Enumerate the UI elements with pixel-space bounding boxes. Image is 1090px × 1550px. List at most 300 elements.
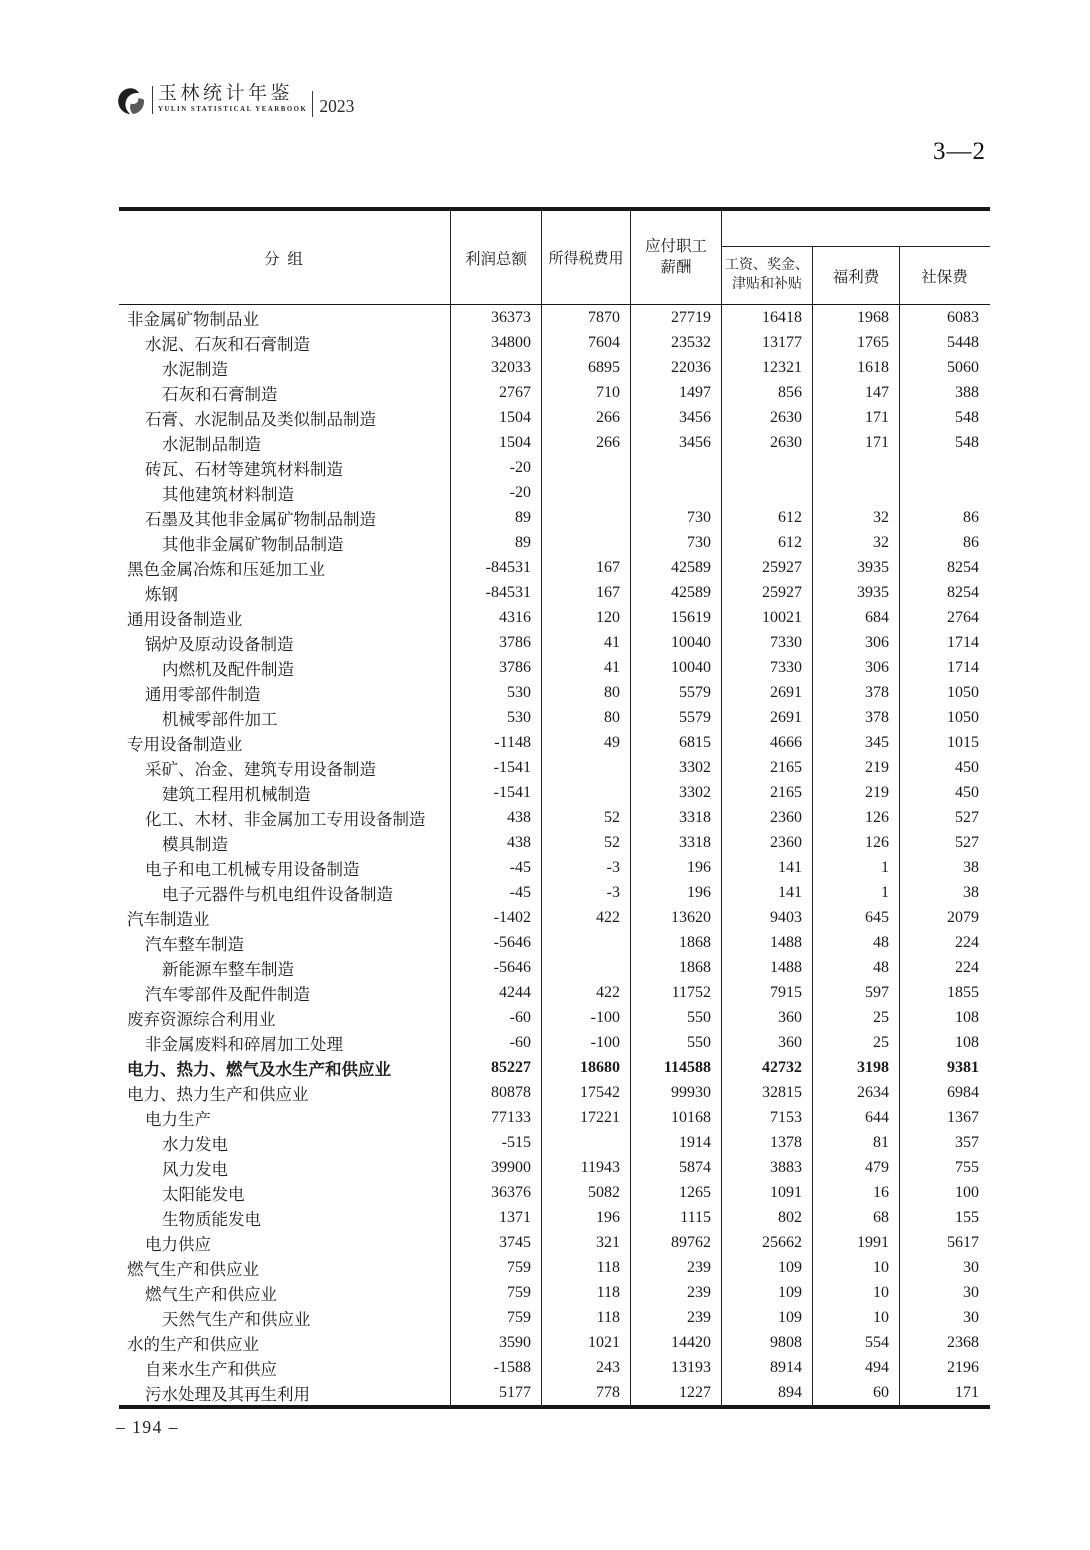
- row-value: 266: [542, 430, 631, 455]
- row-value: -5646: [451, 930, 542, 955]
- row-value: 5579: [631, 680, 722, 705]
- table-row: [119, 1080, 990, 1105]
- row-value: [631, 455, 722, 480]
- table-row: [119, 1155, 990, 1180]
- row-value: 2368: [947, 1333, 979, 1351]
- row-value: 36376: [451, 1180, 542, 1205]
- table-row: [119, 430, 990, 455]
- row-value: 171: [813, 405, 900, 430]
- row-value: 422: [542, 905, 631, 930]
- row-value: -20: [451, 480, 542, 505]
- row-value: 5177: [451, 1380, 542, 1405]
- row-value: 2691: [722, 680, 813, 705]
- row-label: 电子和电工机械专用设备制造: [119, 855, 451, 880]
- row-value: [900, 480, 989, 505]
- table-row: [119, 1105, 990, 1130]
- row-value: 8254: [947, 583, 979, 601]
- row-value: 80: [542, 680, 631, 705]
- row-value: 77133: [451, 1105, 542, 1130]
- row-value: 114588: [631, 1055, 722, 1080]
- row-value: 42589: [631, 555, 722, 580]
- row-value: -100: [542, 1005, 631, 1030]
- row-value: 49: [542, 730, 631, 755]
- row-label: 电力、热力、燃气及水生产和供应业: [119, 1055, 451, 1080]
- row-label: 汽车制造业: [119, 905, 451, 930]
- row-value: 759: [451, 1280, 542, 1305]
- row-value: -515: [451, 1130, 542, 1155]
- row-value: 14420: [631, 1330, 722, 1355]
- row-value: 25: [813, 1030, 900, 1055]
- row-value: 60: [813, 1380, 900, 1405]
- table-row: [119, 905, 990, 930]
- row-value: 1: [813, 880, 900, 905]
- row-value: 2079: [947, 908, 979, 926]
- row-label: 黑色金属冶炼和压延加工业: [119, 555, 451, 580]
- row-value: 11752: [631, 980, 722, 1005]
- table-row: [119, 1305, 990, 1330]
- table-row: [119, 655, 990, 680]
- row-value: [542, 505, 631, 530]
- row-value: 360: [722, 1030, 813, 1055]
- row-value: 2360: [722, 805, 813, 830]
- row-value: 3302: [631, 755, 722, 780]
- row-value: [813, 480, 900, 505]
- table-row: [119, 1180, 990, 1205]
- row-value: 10: [813, 1280, 900, 1305]
- row-value: 126: [813, 805, 900, 830]
- row-value: 8254: [947, 558, 979, 576]
- row-value: 554: [813, 1330, 900, 1355]
- row-value: 530: [451, 680, 542, 705]
- row-label: 污水处理及其再生利用: [119, 1380, 451, 1405]
- row-value: 7915: [722, 980, 813, 1005]
- row-value: 3456: [631, 405, 722, 430]
- table-row: [119, 755, 990, 780]
- row-value: 5874: [631, 1155, 722, 1180]
- row-label: 化工、木材、非金属加工专用设备制造: [119, 805, 451, 830]
- row-value: 86: [963, 533, 979, 551]
- row-value: 1021: [542, 1330, 631, 1355]
- row-value: 118: [542, 1305, 631, 1330]
- row-value: 196: [631, 855, 722, 880]
- column-header-social-security: 社保费: [921, 268, 968, 286]
- row-value: 422: [542, 980, 631, 1005]
- row-value: 306: [813, 630, 900, 655]
- brand-title-cn: 玉林统计年鉴: [158, 83, 294, 104]
- row-label: 石膏、水泥制品及类似制品制造: [119, 405, 451, 430]
- row-value: 1991: [813, 1230, 900, 1255]
- row-value: 8914: [722, 1355, 813, 1380]
- table-row: [119, 780, 990, 805]
- row-value: 16418: [722, 305, 813, 330]
- row-value: 27719: [631, 305, 722, 330]
- row-value: 7330: [722, 630, 813, 655]
- row-value: 171: [955, 1383, 979, 1401]
- brand-header: [114, 84, 354, 117]
- row-value: 357: [955, 1133, 979, 1151]
- row-label: 燃气生产和供应业: [119, 1255, 451, 1280]
- row-value: 1050: [947, 708, 979, 726]
- row-label: 水力发电: [119, 1130, 451, 1155]
- row-value: 684: [813, 605, 900, 630]
- row-value: 80878: [451, 1080, 542, 1105]
- row-value: 109: [722, 1280, 813, 1305]
- row-value: -45: [451, 880, 542, 905]
- row-label: 风力发电: [119, 1155, 451, 1180]
- row-value: 3318: [631, 805, 722, 830]
- row-value: 41: [542, 630, 631, 655]
- row-value: 527: [955, 833, 979, 851]
- row-value: [542, 530, 631, 555]
- row-value: 42589: [631, 580, 722, 605]
- row-value: 23532: [631, 330, 722, 355]
- row-value: 612: [722, 530, 813, 555]
- table-row: [119, 955, 990, 980]
- row-value: 1714: [947, 658, 979, 676]
- row-value: 730: [631, 530, 722, 555]
- row-value: 239: [631, 1280, 722, 1305]
- row-value: 7604: [542, 330, 631, 355]
- row-value: 438: [451, 805, 542, 830]
- row-value: [542, 955, 631, 980]
- table-row: [119, 730, 990, 755]
- row-label: 水泥制品制造: [119, 430, 451, 455]
- row-value: 2360: [722, 830, 813, 855]
- row-label: 自来水生产和供应: [119, 1355, 451, 1380]
- row-value: [813, 455, 900, 480]
- table-row: [119, 580, 990, 605]
- table-row: [119, 1255, 990, 1280]
- table-row: [119, 480, 990, 505]
- row-value: 530: [451, 705, 542, 730]
- row-value: -45: [451, 855, 542, 880]
- row-value: 16: [813, 1180, 900, 1205]
- row-value: 32033: [451, 355, 542, 380]
- row-label: 石墨及其他非金属矿物制品制造: [119, 505, 451, 530]
- row-value: 3590: [451, 1330, 542, 1355]
- page-number: – 194 –: [116, 1417, 179, 1437]
- table-section-number: 3—2: [933, 138, 986, 165]
- table-row: [119, 980, 990, 1005]
- row-value: 759: [451, 1255, 542, 1280]
- row-value: 10168: [631, 1105, 722, 1130]
- row-value: 52: [542, 830, 631, 855]
- row-value: 3935: [813, 555, 900, 580]
- row-value: 34800: [451, 330, 542, 355]
- row-value: 3198: [813, 1055, 900, 1080]
- row-value: 147: [813, 380, 900, 405]
- row-value: -60: [451, 1030, 542, 1055]
- row-value: 141: [722, 880, 813, 905]
- row-value: 25927: [722, 555, 813, 580]
- row-value: [542, 455, 631, 480]
- row-value: 1115: [631, 1205, 722, 1230]
- row-label: 模具制造: [119, 830, 451, 855]
- table-row: [119, 1055, 990, 1080]
- row-value: 3745: [451, 1230, 542, 1255]
- row-label: 非金属废料和碎屑加工处理: [119, 1030, 451, 1055]
- row-value: 100: [955, 1183, 979, 1201]
- row-value: 196: [631, 880, 722, 905]
- row-value: 3883: [722, 1155, 813, 1180]
- row-label: 专用设备制造业: [119, 730, 451, 755]
- row-value: 550: [631, 1030, 722, 1055]
- row-value: 11943: [542, 1155, 631, 1180]
- row-value: 32815: [722, 1080, 813, 1105]
- row-value: 7870: [542, 305, 631, 330]
- row-label: 电子元器件与机电组件设备制造: [119, 880, 451, 905]
- row-value: 126: [813, 830, 900, 855]
- row-label: 天然气生产和供应业: [119, 1305, 451, 1330]
- table-row: [119, 705, 990, 730]
- row-value: 1855: [947, 983, 979, 1001]
- row-label: 其他建筑材料制造: [119, 480, 451, 505]
- row-value: 1227: [631, 1380, 722, 1405]
- row-value: 6083: [947, 308, 979, 326]
- row-value: 196: [542, 1205, 631, 1230]
- row-value: 224: [955, 933, 979, 951]
- row-value: 85227: [451, 1055, 542, 1080]
- row-value: [631, 480, 722, 505]
- row-value: 1265: [631, 1180, 722, 1205]
- row-value: 13620: [631, 905, 722, 930]
- row-value: 778: [542, 1380, 631, 1405]
- row-value: 9808: [722, 1330, 813, 1355]
- row-value: 3302: [631, 780, 722, 805]
- table-row: [119, 305, 990, 330]
- row-value: 2630: [722, 430, 813, 455]
- row-label: 建筑工程用机械制造: [119, 780, 451, 805]
- row-value: 109: [722, 1305, 813, 1330]
- row-value: 494: [813, 1355, 900, 1380]
- row-value: 1868: [631, 955, 722, 980]
- row-value: 7330: [722, 655, 813, 680]
- table-row: [119, 1355, 990, 1380]
- row-label: 燃气生产和供应业: [119, 1280, 451, 1305]
- row-value: 22036: [631, 355, 722, 380]
- table-row: [119, 1205, 990, 1230]
- row-value: 548: [955, 408, 979, 426]
- row-value: 32: [813, 530, 900, 555]
- row-value: 856: [722, 380, 813, 405]
- row-label: 通用设备制造业: [119, 605, 451, 630]
- row-value: 266: [542, 405, 631, 430]
- row-label: 太阳能发电: [119, 1180, 451, 1205]
- row-value: 4316: [451, 605, 542, 630]
- row-value: 5579: [631, 705, 722, 730]
- row-value: -3: [542, 880, 631, 905]
- row-value: 118: [542, 1255, 631, 1280]
- row-value: [542, 480, 631, 505]
- row-value: 3786: [451, 630, 542, 655]
- row-value: 18680: [542, 1055, 631, 1080]
- row-value: 1015: [947, 733, 979, 751]
- table-row: [119, 380, 990, 405]
- table-row: [119, 1130, 990, 1155]
- row-value: 36373: [451, 305, 542, 330]
- row-value: 2634: [813, 1080, 900, 1105]
- row-value: 5617: [947, 1233, 979, 1251]
- row-label: 汽车零部件及配件制造: [119, 980, 451, 1005]
- row-value: 2767: [451, 380, 542, 405]
- row-label: 废弃资源综合利用业: [119, 1005, 451, 1030]
- row-label: 电力、热力生产和供应业: [119, 1080, 451, 1105]
- row-value: 360: [722, 1005, 813, 1030]
- row-label: 锅炉及原动设备制造: [119, 630, 451, 655]
- row-value: 10040: [631, 630, 722, 655]
- row-value: 108: [955, 1033, 979, 1051]
- row-value: 755: [955, 1158, 979, 1176]
- row-label: 水泥制造: [119, 355, 451, 380]
- row-value: 81: [813, 1130, 900, 1155]
- table-row: [119, 505, 990, 530]
- row-value: 479: [813, 1155, 900, 1180]
- table-row: [119, 455, 990, 480]
- row-value: -84531: [451, 580, 542, 605]
- column-header-wages: [722, 247, 813, 304]
- table-row: [119, 530, 990, 555]
- table-row: [119, 1280, 990, 1305]
- row-value: 306: [813, 655, 900, 680]
- table-row: [119, 355, 990, 380]
- row-value: 1765: [813, 330, 900, 355]
- row-label: 汽车整车制造: [119, 930, 451, 955]
- row-value: 167: [542, 555, 631, 580]
- row-value: 3935: [813, 580, 900, 605]
- column-header-welfare: 福利费: [813, 247, 900, 304]
- row-label: 通用零部件制造: [119, 680, 451, 705]
- row-value: 32: [813, 505, 900, 530]
- column-header-total-profit: 利润总额: [451, 211, 542, 304]
- column-header-income-tax: 所得税费用: [542, 211, 631, 304]
- row-value: 109: [722, 1255, 813, 1280]
- row-value: 219: [813, 780, 900, 805]
- row-value: 1378: [722, 1130, 813, 1155]
- row-value: 378: [813, 680, 900, 705]
- row-label: 水泥、石灰和石膏制造: [119, 330, 451, 355]
- brand-titles: [158, 84, 307, 113]
- row-value: [542, 930, 631, 955]
- row-value: 438: [451, 830, 542, 855]
- row-value: 548: [955, 433, 979, 451]
- row-value: 5082: [542, 1180, 631, 1205]
- table-row: [119, 1380, 990, 1405]
- table-row: [119, 1005, 990, 1030]
- row-value: 68: [813, 1205, 900, 1230]
- row-value: -20: [451, 455, 542, 480]
- table-row: [119, 405, 990, 430]
- row-value: 550: [631, 1005, 722, 1030]
- row-value: 1: [813, 855, 900, 880]
- row-value: 5448: [947, 333, 979, 351]
- row-value: 1371: [451, 1205, 542, 1230]
- row-label: 其他非金属矿物制品制造: [119, 530, 451, 555]
- row-label: 砖瓦、石材等建筑材料制造: [119, 455, 451, 480]
- table-row: [119, 930, 990, 955]
- row-value: 6984: [947, 1083, 979, 1101]
- column-header-payroll: [631, 211, 722, 304]
- row-value: 7153: [722, 1105, 813, 1130]
- row-value: -100: [542, 1030, 631, 1055]
- row-label: 电力供应: [119, 1230, 451, 1255]
- row-value: 1488: [722, 930, 813, 955]
- row-value: -1541: [451, 780, 542, 805]
- row-value: 645: [813, 905, 900, 930]
- row-value: 1868: [631, 930, 722, 955]
- row-value: 239: [631, 1255, 722, 1280]
- row-value: 345: [813, 730, 900, 755]
- row-value: 42732: [722, 1055, 813, 1080]
- row-value: 13177: [722, 330, 813, 355]
- row-label: 机械零部件加工: [119, 705, 451, 730]
- row-value: [542, 755, 631, 780]
- row-value: 167: [542, 580, 631, 605]
- row-value: 6895: [542, 355, 631, 380]
- row-value: 39900: [451, 1155, 542, 1180]
- row-value: 17221: [542, 1105, 631, 1130]
- row-value: 612: [722, 505, 813, 530]
- row-value: 89: [451, 530, 542, 555]
- row-value: 730: [631, 505, 722, 530]
- row-value: 48: [813, 930, 900, 955]
- row-value: 1968: [813, 305, 900, 330]
- brand-year: 2023: [319, 96, 355, 116]
- row-value: 10: [813, 1305, 900, 1330]
- row-label: 石灰和石膏制造: [119, 380, 451, 405]
- brand-title-en: YULIN STATISTICAL YEARBOOK: [158, 105, 308, 113]
- row-label: 炼钢: [119, 580, 451, 605]
- row-value: 219: [813, 755, 900, 780]
- row-value: 15619: [631, 605, 722, 630]
- row-value: -1588: [451, 1355, 542, 1380]
- column-header-payroll-label: 应付职工薪酬: [644, 237, 707, 276]
- table-row: [119, 680, 990, 705]
- row-value: 2630: [722, 405, 813, 430]
- row-value: 1050: [947, 683, 979, 701]
- row-value: 38: [963, 883, 979, 901]
- row-value: 108: [955, 1008, 979, 1026]
- row-value: 89762: [631, 1230, 722, 1255]
- column-header-group: 分 组: [119, 211, 451, 304]
- row-value: [900, 455, 989, 480]
- row-value: 171: [813, 430, 900, 455]
- table-row: [119, 1030, 990, 1055]
- row-label: 水的生产和供应业: [119, 1330, 451, 1355]
- row-value: 25927: [722, 580, 813, 605]
- row-value: 12321: [722, 355, 813, 380]
- row-value: 224: [955, 958, 979, 976]
- row-value: 644: [813, 1105, 900, 1130]
- row-value: 3318: [631, 830, 722, 855]
- row-value: 243: [542, 1355, 631, 1380]
- row-value: [542, 780, 631, 805]
- row-value: 3456: [631, 430, 722, 455]
- row-value: 48: [813, 955, 900, 980]
- row-value: 10040: [631, 655, 722, 680]
- row-value: 1488: [722, 955, 813, 980]
- row-value: -5646: [451, 955, 542, 980]
- row-label: 采矿、冶金、建筑专用设备制造: [119, 755, 451, 780]
- row-value: 894: [722, 1380, 813, 1405]
- row-value: 30: [963, 1258, 979, 1276]
- row-value: 5060: [947, 358, 979, 376]
- row-value: -3: [542, 855, 631, 880]
- row-value: 388: [955, 383, 979, 401]
- row-value: 38: [963, 858, 979, 876]
- row-value: 30: [963, 1308, 979, 1326]
- row-value: 9403: [722, 905, 813, 930]
- row-value: 86: [963, 508, 979, 526]
